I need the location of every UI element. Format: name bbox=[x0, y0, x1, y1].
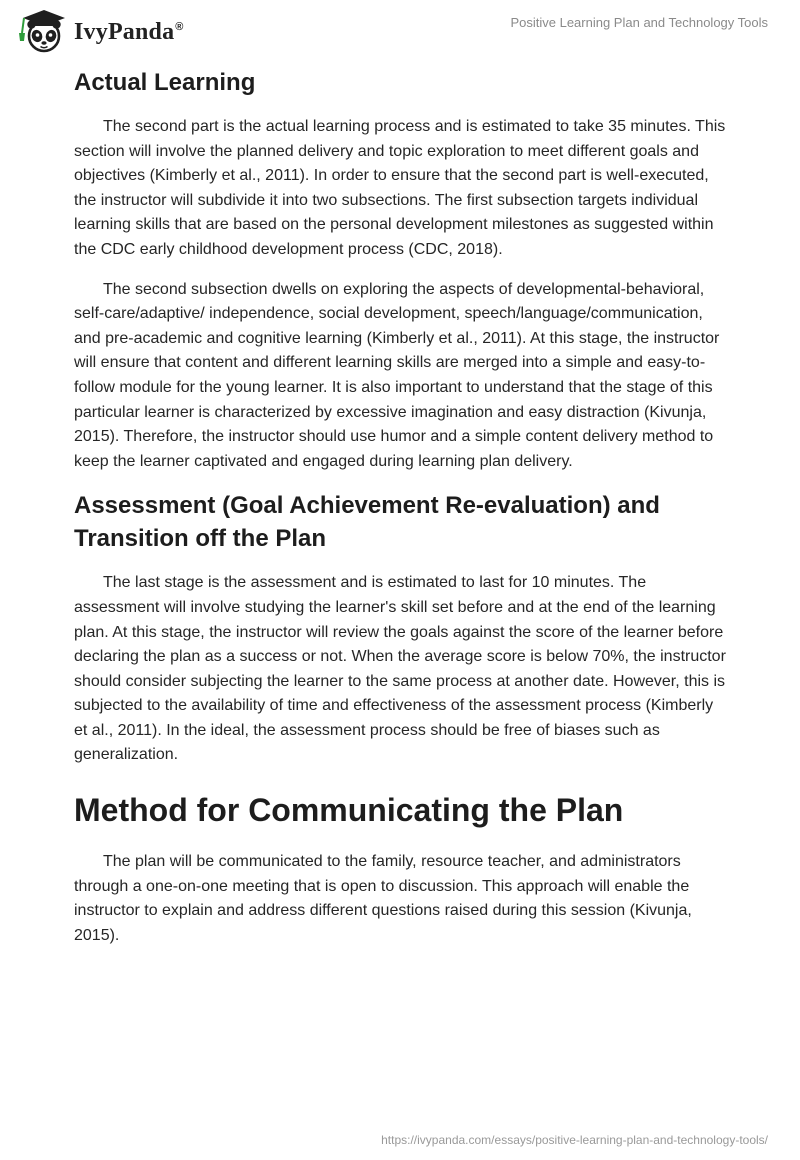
section-heading-actual-learning: Actual Learning bbox=[74, 69, 256, 96]
registered-mark: ® bbox=[175, 20, 184, 33]
essay-body bbox=[74, 66, 726, 948]
paragraph: The second subsection dwells on exploring the aspects of developmental-behavioral, self-care/adaptive/ independence, social development, speech/language/communication, and pre-academic and cognitive learning (Kimberly et al., 2011). At this stage, the instructor will ensure that content and different learning skills are merged into a simple and easy-to-follow module for the young learner. It is also important to understand that the stage of this particular learner is characterized by excessive imagination and easy distraction (Kivunja, 2015). Therefore, the instructor should use humor and a simple content delivery method to keep the learner captivated and engaged during learning plan delivery. bbox=[74, 280, 720, 470]
paragraph: The second part is the actual learning process and is estimated to take 35 minutes. This section will involve the planned delivery and topic exploration to meet different goals and objectives (Kimberly et al., 2011). In order to ensure that the second part is well-executed, the instructor will subdivide it into two subsections. The first subsection targets individual learning skills that are based on the personal development milestones as suggested within the CDC early childhood development process (CDC, 2018). bbox=[74, 118, 726, 258]
brand-name: IvyPanda® bbox=[74, 18, 184, 45]
source-url[interactable]: https://ivypanda.com/essays/positive-learning-plan-and-technology-tools/ bbox=[381, 1133, 768, 1147]
section-heading-assessment: Assessment (Goal Achievement Re-evaluation) and Transition off the Plan bbox=[74, 492, 660, 553]
paragraph: The plan will be communicated to the family, resource teacher, and administrators through a one-on-one meeting that is open to discussion. This approach will enable the instructor to explain and address different questions raised during this session (Kivunja, 2015). bbox=[74, 853, 692, 944]
page-header bbox=[0, 0, 800, 60]
paragraph: The last stage is the assessment and is estimated to last for 10 minutes. The assessment will involve studying the learner's skill set before and at the end of the learning plan. At this stage, the instructor will review the goals against the score of the learner before declaring the plan as a success or not. When the average score is below 70%, the instructor should consider subjecting the learner to the same process at another date. However, this is subjected to the availability of time and effectiveness of the assessment process (Kimberly et al., 2011). In the ideal, the assessment process should be free of biases such as generalization. bbox=[74, 574, 726, 764]
panda-graduation-cap-icon bbox=[16, 9, 72, 53]
brand-logo[interactable] bbox=[16, 9, 184, 53]
section-heading-communication: Method for Communicating the Plan bbox=[74, 792, 624, 829]
document-title: Positive Learning Plan and Technology Tools bbox=[510, 15, 768, 30]
